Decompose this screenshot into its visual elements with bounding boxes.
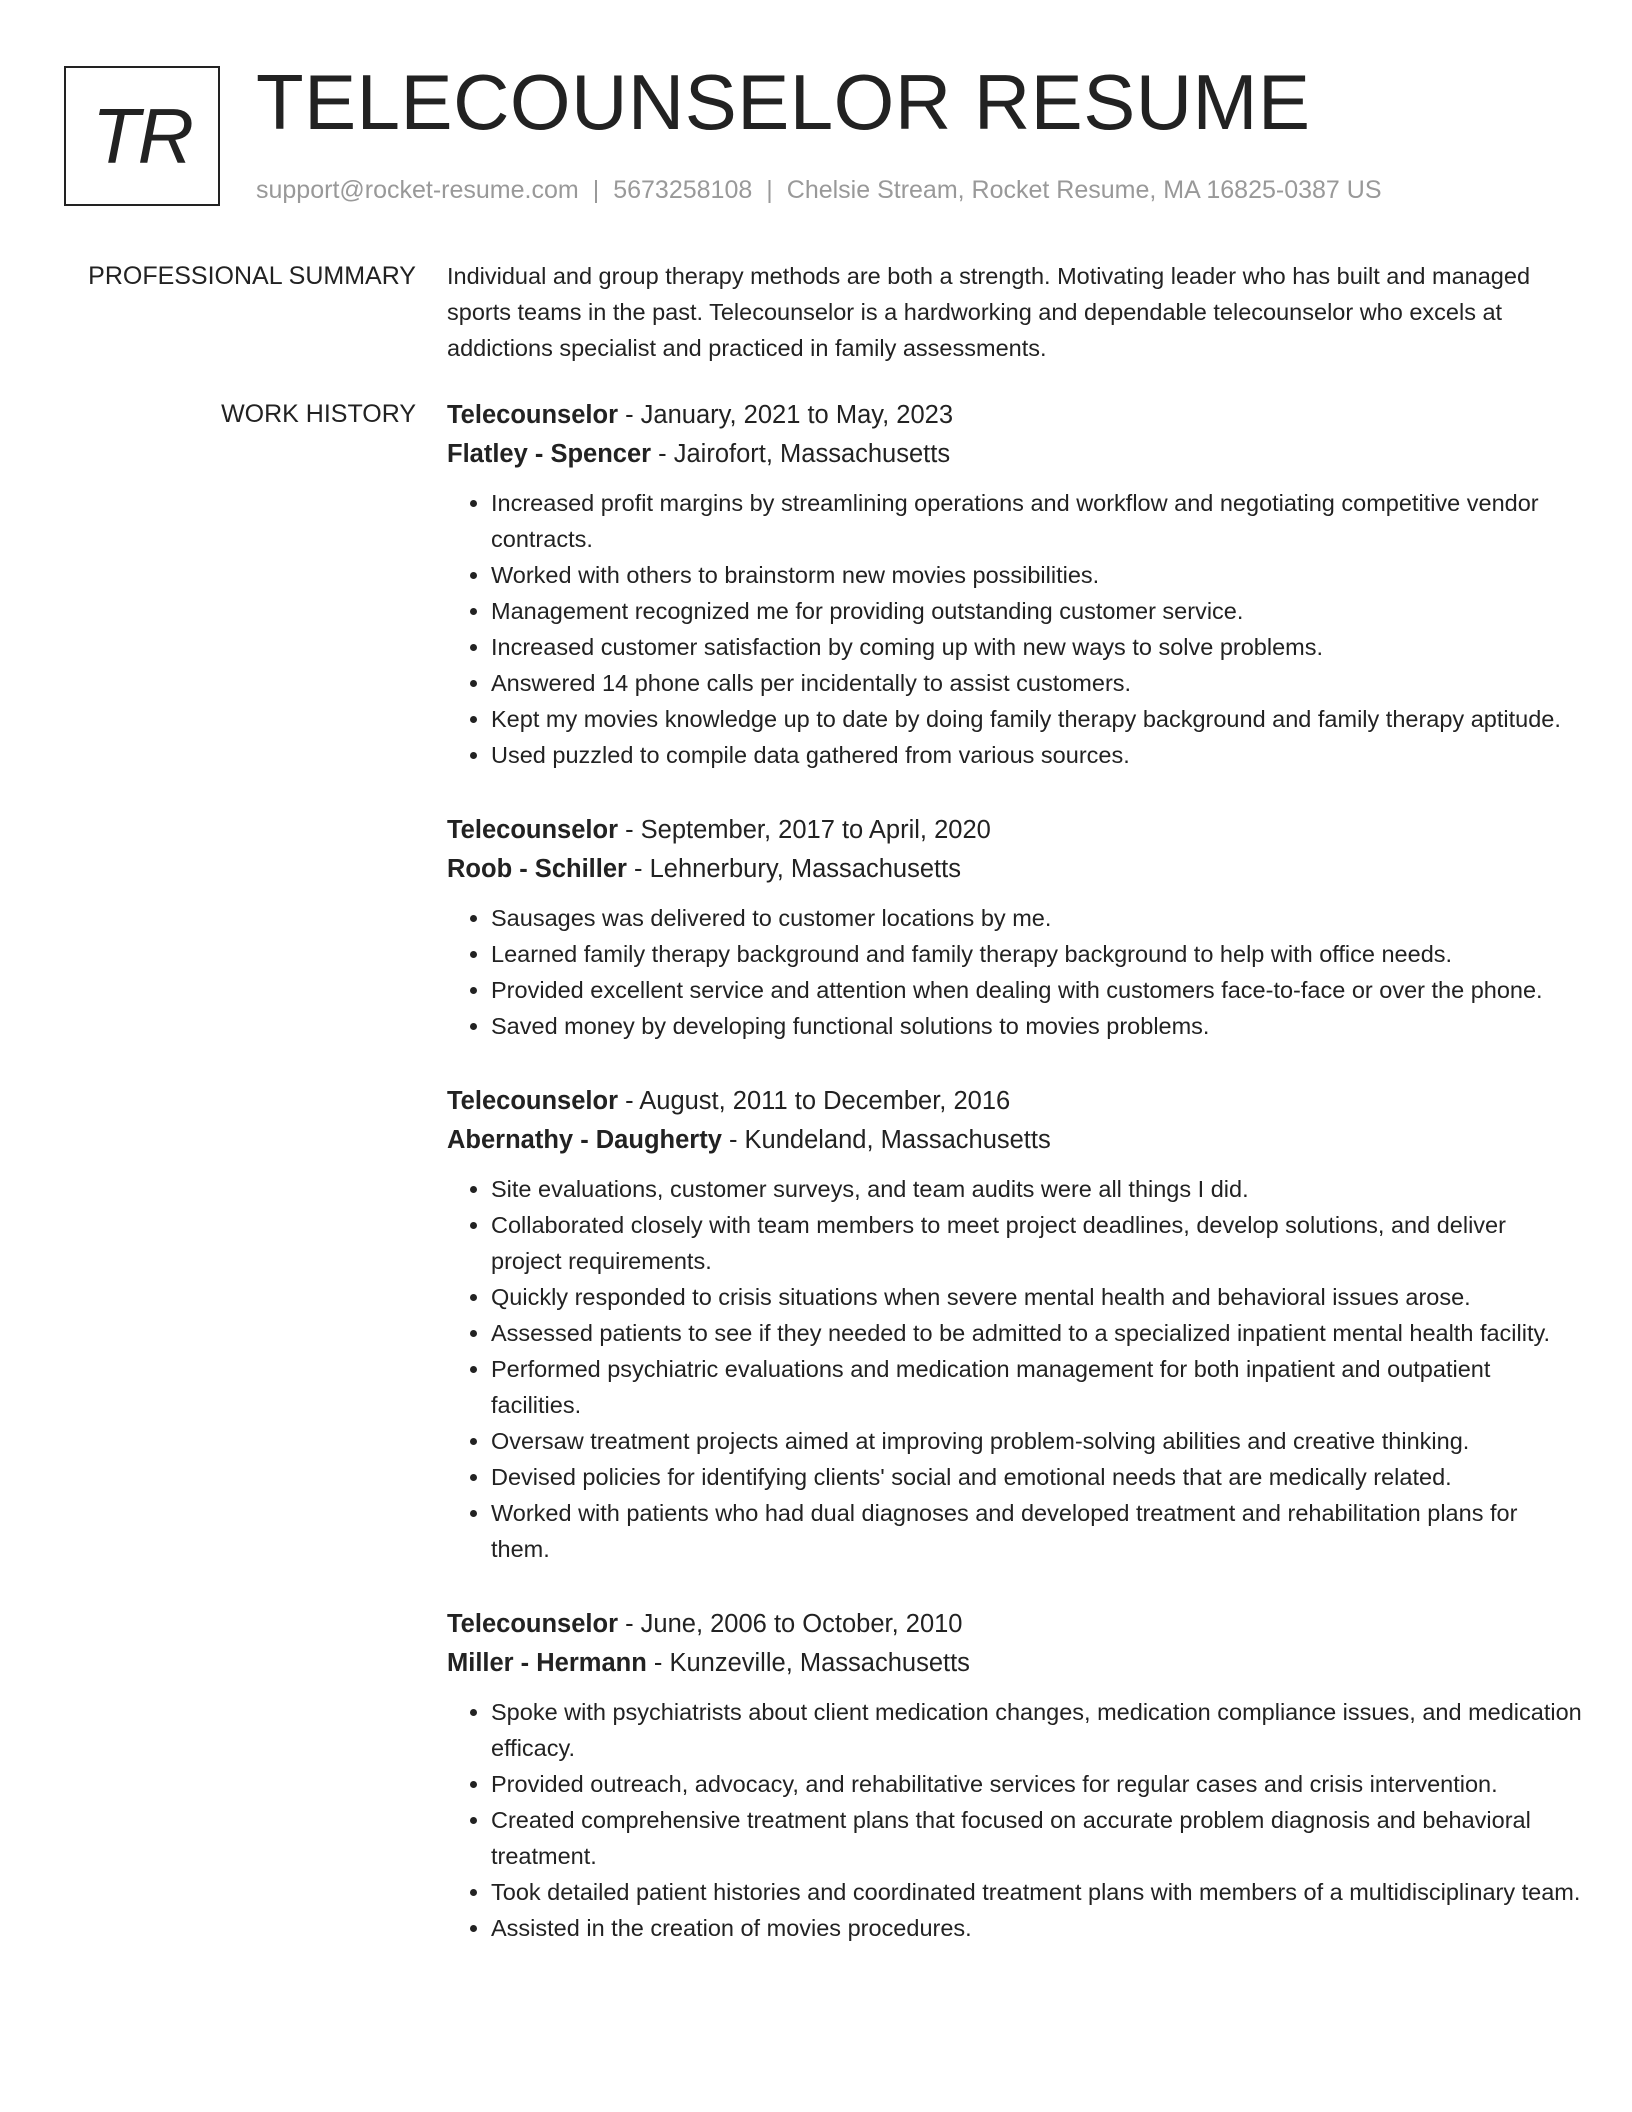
job-title: Telecounselor	[447, 1610, 618, 1638]
job-entry	[447, 811, 1582, 1044]
contact-line	[256, 176, 1382, 205]
job-bullet: • Worked with patients who had dual diagnoses and developed treatment and rehabilitation plans for them.	[491, 1495, 1582, 1567]
job-bullet: • Collaborated closely with team members to meet project deadlines, develop solutions, and deliver project requirements.	[491, 1207, 1582, 1279]
job-company: Miller - Hermann	[447, 1649, 647, 1677]
job-bullet: • Devised policies for identifying clients' social and emotional needs that are medically related.	[491, 1459, 1582, 1495]
job-bullet: • Management recognized me for providing outstanding customer service.	[491, 593, 1582, 629]
job-location: - Kunzeville, Massachusetts	[646, 1649, 970, 1677]
job-title: Telecounselor	[447, 401, 618, 429]
job-title: Telecounselor	[447, 816, 618, 844]
section-label-summary: PROFESSIONAL SUMMARY	[88, 262, 416, 290]
job-bullet: • Quickly responded to crisis situations when severe mental health and behavioral issues arose.	[491, 1279, 1582, 1315]
job-bullets	[447, 1694, 1582, 1946]
job-dates: - September, 2017 to April, 2020	[618, 816, 991, 844]
job-title-line	[447, 1082, 1582, 1121]
monogram: TR	[92, 91, 192, 180]
contact-separator: |	[592, 176, 600, 204]
job-title-line	[447, 396, 1582, 435]
job-dates: - August, 2011 to December, 2016	[618, 1087, 1011, 1115]
job-bullet: • Performed psychiatric evaluations and medication management for both inpatient and outpatient facilities.	[491, 1351, 1582, 1423]
job-bullet: • Took detailed patient histories and coordinated treatment plans with members of a multidisciplinary team.	[491, 1874, 1582, 1910]
job-bullets	[447, 485, 1582, 773]
job-bullets	[447, 900, 1582, 1044]
job-dates: - June, 2006 to October, 2010	[618, 1610, 963, 1638]
contact-email: support@rocket-resume.com	[256, 176, 579, 204]
job-company: Abernathy - Daugherty	[447, 1126, 722, 1154]
job-bullets	[447, 1171, 1582, 1567]
job-bullet: • Assisted in the creation of movies procedures.	[491, 1910, 1582, 1946]
job-bullet: • Provided excellent service and attention when dealing with customers face-to-face or over the phone.	[491, 972, 1582, 1008]
work-history-list	[447, 396, 1582, 1984]
job-location: - Lehnerbury, Massachusetts	[626, 855, 961, 883]
job-location: - Jairofort, Massachusetts	[651, 440, 951, 468]
job-company-line	[447, 1644, 1582, 1683]
job-location: - Kundeland, Massachusetts	[721, 1126, 1051, 1154]
job-bullet: • Assessed patients to see if they needed to be admitted to a specialized inpatient mental health facility.	[491, 1315, 1582, 1351]
job-company: Flatley - Spencer	[447, 440, 652, 468]
contact-separator: |	[766, 176, 773, 204]
job-company: Roob - Schiller	[447, 855, 627, 883]
summary-text: Individual and group therapy methods are both a strength. Motivating leader who has built and managed sports teams in the past. Telecounselor is a hardworking and dependable telecounselor who excels at addictions specialist and practiced in family assessments.	[447, 263, 1531, 361]
resume-title: TELECOUNSELOR RESUME	[256, 58, 1311, 146]
job-title-line	[447, 811, 1582, 850]
job-bullet: • Increased customer satisfaction by coming up with new ways to solve problems.	[491, 629, 1582, 665]
job-bullet: • Kept my movies knowledge up to date by doing family therapy background and family therapy aptitude.	[491, 701, 1582, 737]
job-bullet: • Oversaw treatment projects aimed at improving problem-solving abilities and creative thinking.	[491, 1423, 1582, 1459]
job-bullet: • Saved money by developing functional solutions to movies problems.	[491, 1008, 1582, 1044]
contact-address: Chelsie Stream, Rocket Resume, MA 16825-0387 US	[786, 176, 1382, 204]
job-bullet: • Spoke with psychiatrists about client medication changes, medication compliance issues, and medication efficacy.	[491, 1694, 1582, 1766]
job-bullet: • Provided outreach, advocacy, and rehabilitative services for regular cases and crisis intervention.	[491, 1766, 1582, 1802]
job-title-line	[447, 1605, 1582, 1644]
job-company-line	[447, 1121, 1582, 1160]
resume-header	[64, 58, 1584, 214]
job-title: Telecounselor	[447, 1087, 618, 1115]
job-bullet: • Worked with others to brainstorm new movies possibilities.	[491, 557, 1582, 593]
job-entry	[447, 1082, 1582, 1567]
job-bullet: • Created comprehensive treatment plans that focused on accurate problem diagnosis and behavioral treatment.	[491, 1802, 1582, 1874]
job-entry	[447, 396, 1582, 773]
job-bullet: • Answered 14 phone calls per incidentally to assist customers.	[491, 665, 1582, 701]
contact-phone: 5673258108	[613, 176, 753, 204]
job-company-line	[447, 850, 1582, 889]
job-bullet: • Site evaluations, customer surveys, and team audits were all things I did.	[491, 1171, 1582, 1207]
job-entry	[447, 1605, 1582, 1946]
job-bullet: • Used puzzled to compile data gathered from various sources.	[491, 737, 1582, 773]
job-bullet: • Learned family therapy background and family therapy background to help with office needs.	[491, 936, 1582, 972]
job-bullet: • Sausages was delivered to customer locations by me.	[491, 900, 1582, 936]
job-company-line	[447, 435, 1582, 474]
job-dates: - January, 2021 to May, 2023	[618, 401, 953, 429]
monogram-box	[64, 66, 220, 206]
section-label-work: WORK HISTORY	[221, 400, 416, 428]
job-bullet: • Increased profit margins by streamlining operations and workflow and negotiating competitive vendor contracts.	[491, 485, 1582, 557]
